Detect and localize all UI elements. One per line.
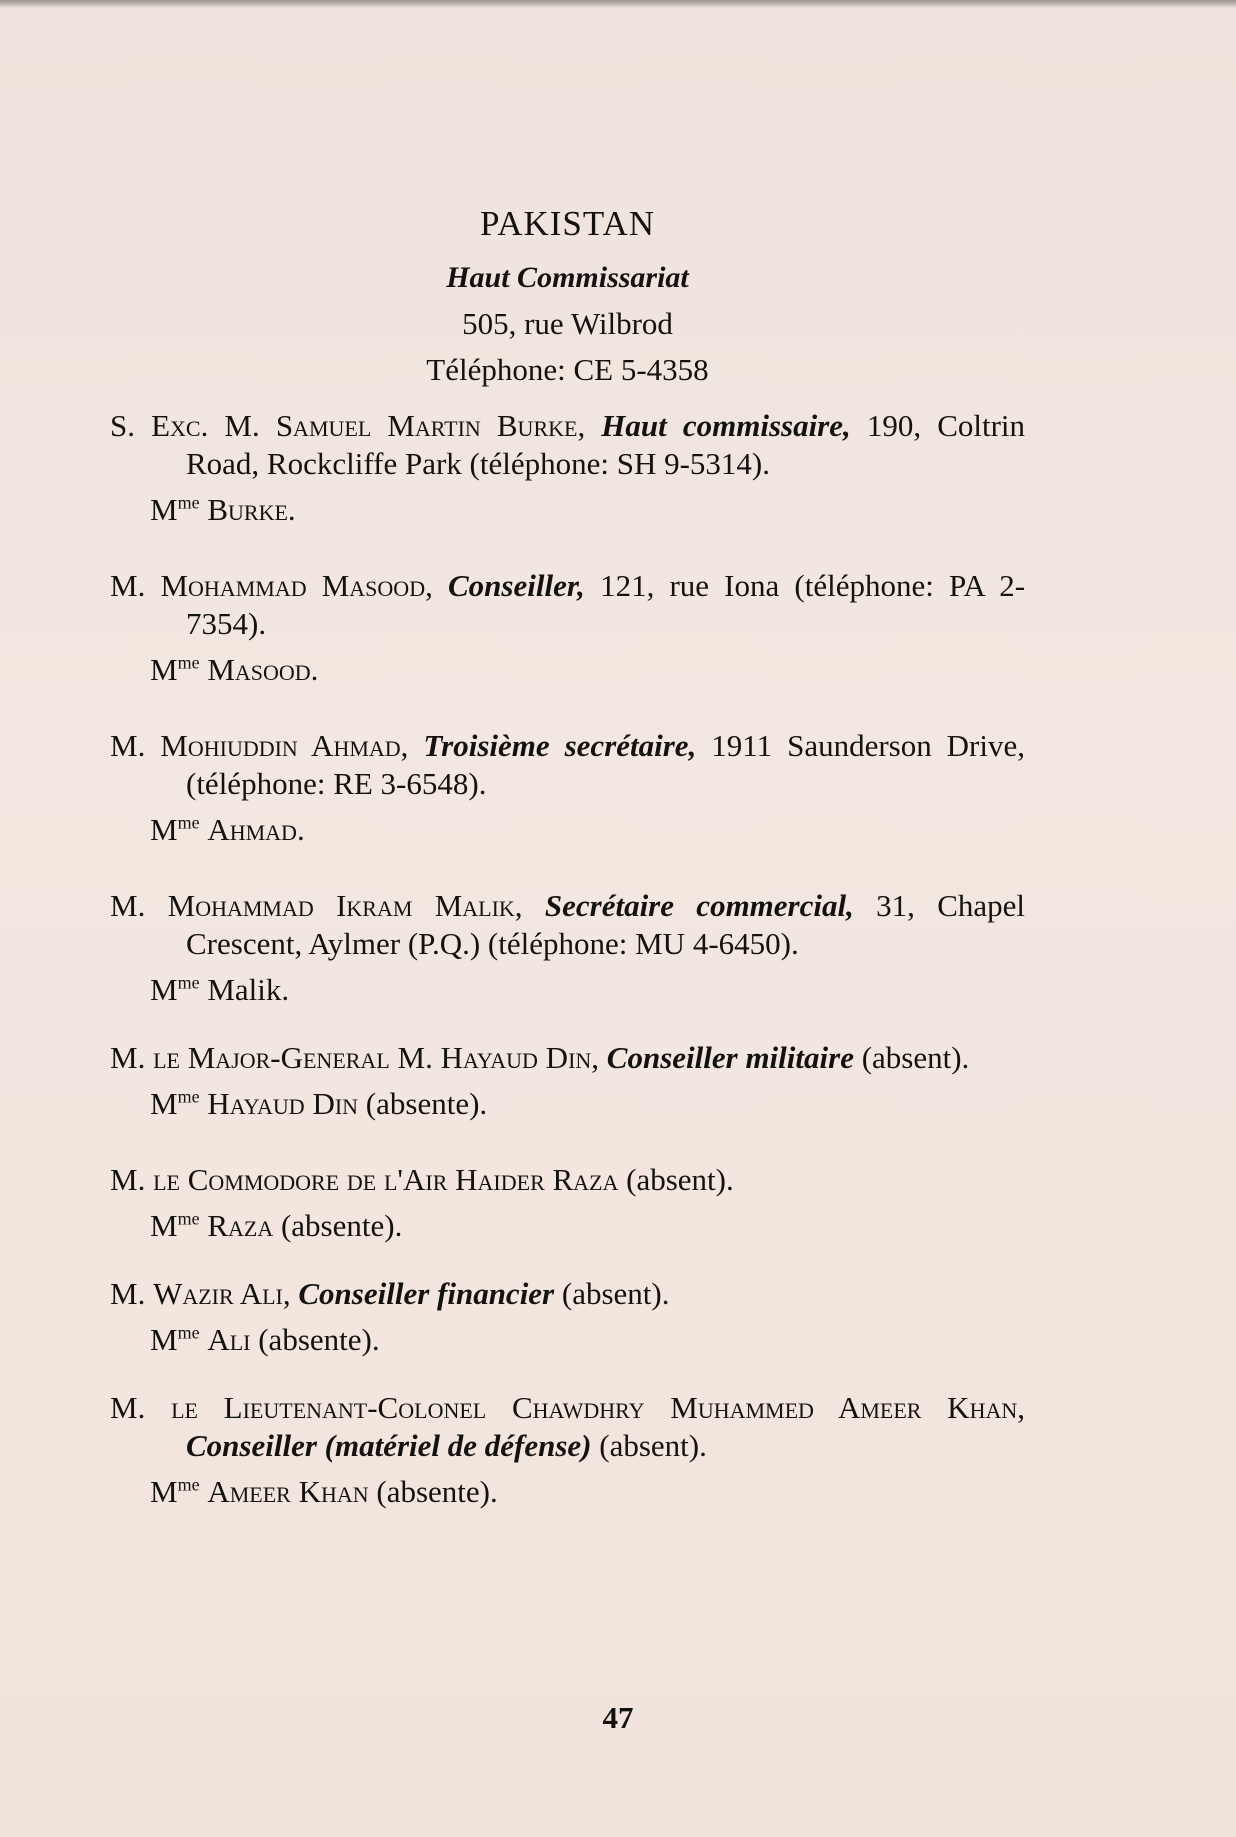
page-number: 47 — [602, 1700, 634, 1735]
entry-name: Mohammad Masood, — [160, 568, 433, 603]
entry-title: Troisième secrétaire, — [423, 728, 697, 763]
spouse-abbr: M — [150, 812, 178, 847]
directory-entry — [110, 887, 1025, 963]
spouse-abbr: M — [150, 972, 178, 1007]
spouse-name: Burke. — [207, 492, 296, 527]
entry-title: Conseiller militaire — [606, 1040, 854, 1075]
spouse-name: Ahmad. — [207, 812, 305, 847]
spouse-abbr: M — [150, 1086, 178, 1121]
mission-address: 505, rue Wilbrod — [462, 306, 673, 341]
directory-entry — [110, 1389, 1025, 1465]
entry-details: (absent). — [561, 1276, 670, 1311]
spouse-abbr-sup: me — [177, 812, 200, 833]
spouse-note: (absente). — [280, 1208, 403, 1243]
spouse-abbr-sup: me — [177, 972, 200, 993]
entry-title: Conseiller, — [447, 568, 585, 603]
entry-details: 1911 Saunderson Drive, (téléphone: RE 3-6548). — [186, 728, 1026, 801]
spouse-line — [110, 651, 1025, 689]
directory-entry — [110, 1161, 1025, 1199]
entry-prefix: M. — [110, 568, 146, 603]
mission-heading: Haut Commissariat — [446, 261, 689, 294]
entry-details: (absent). — [861, 1040, 970, 1075]
entry-details: (absent). — [599, 1428, 707, 1463]
spouse-name: Malik. — [207, 972, 290, 1007]
entry-prefix: M. — [110, 888, 146, 923]
spouse-abbr: M — [150, 652, 178, 687]
spouse-line — [110, 811, 1025, 849]
spouse-line — [110, 491, 1025, 529]
entry-name: le Commodore de l'Air Haider Raza — [153, 1162, 619, 1197]
entry-title: Haut commissaire, — [601, 408, 851, 443]
spouse-name: Hayaud Din — [207, 1086, 359, 1121]
entry-details: 190, Coltrin Road, Rockcliffe Park (téléphone: SH 9-5314). — [186, 408, 1026, 481]
entry-prefix: M. — [110, 1162, 146, 1197]
spouse-line — [110, 1321, 1025, 1359]
entry-title-detail: (matériel de défense) — [324, 1428, 592, 1463]
page-content — [110, 205, 1025, 1511]
spouse-note: (absente). — [376, 1474, 498, 1509]
entry-title: Secrétaire commercial, — [544, 888, 854, 923]
spouse-abbr: M — [150, 1474, 178, 1509]
entry-name: le Major-General M. Hayaud Din, — [153, 1040, 600, 1075]
entry-name: Samuel Martin Burke, — [275, 408, 586, 443]
entry-details: (absent). — [626, 1162, 734, 1197]
entry-name: Wazir Ali, — [153, 1276, 291, 1311]
entry-name: Mohiuddin Ahmad, — [160, 728, 409, 763]
entry-prefix: S. Exc. M. — [110, 408, 260, 443]
spouse-note: (absente). — [365, 1086, 488, 1121]
entry-prefix: M. — [110, 1390, 146, 1425]
entry-title: Conseiller — [186, 1428, 317, 1463]
entry-prefix: M. — [110, 1276, 146, 1311]
spouse-abbr: M — [150, 1322, 178, 1357]
directory-entry — [110, 407, 1025, 483]
page-top-edge — [0, 0, 1236, 8]
entry-name: Mohammad Ikram Malik, — [167, 888, 523, 923]
entry-prefix: M. — [110, 728, 146, 763]
mission-telephone: Téléphone: CE 5-4358 — [426, 352, 709, 387]
country-heading: PAKISTAN — [479, 204, 656, 243]
spouse-line — [110, 1207, 1025, 1245]
spouse-name: Ameer Khan — [207, 1474, 369, 1509]
directory-entry — [110, 567, 1025, 643]
spouse-name: Ali — [207, 1322, 251, 1357]
spouse-abbr-sup: me — [177, 1208, 200, 1229]
spouse-line — [110, 971, 1025, 1009]
spouse-abbr: M — [150, 492, 178, 527]
directory-entry — [110, 727, 1025, 803]
spouse-abbr-sup: me — [177, 1322, 200, 1343]
spouse-name: Raza — [207, 1208, 274, 1243]
spouse-line — [110, 1473, 1025, 1511]
entry-prefix: M. — [110, 1040, 146, 1075]
directory-entry — [110, 1039, 1025, 1077]
spouse-abbr-sup: me — [177, 1086, 200, 1107]
directory-entry — [110, 1275, 1025, 1313]
spouse-abbr-sup: me — [177, 652, 200, 673]
spouse-line — [110, 1085, 1025, 1123]
spouse-note: (absente). — [258, 1322, 380, 1357]
spouse-abbr: M — [150, 1208, 178, 1243]
entry-name: le Lieutenant-Colonel Chawdhry Muhammed Ameer Khan, — [171, 1390, 1025, 1425]
entry-details: 31, Chapel Crescent, Aylmer (P.Q.) (téléphone: MU 4-6450). — [186, 888, 1026, 961]
spouse-abbr-sup: me — [177, 1474, 200, 1495]
entry-details: 121, rue Iona (téléphone: PA 2-7354). — [186, 568, 1026, 641]
spouse-abbr-sup: me — [177, 492, 200, 513]
entry-title: Conseiller financier — [298, 1276, 555, 1311]
spouse-name: Masood. — [207, 652, 319, 687]
